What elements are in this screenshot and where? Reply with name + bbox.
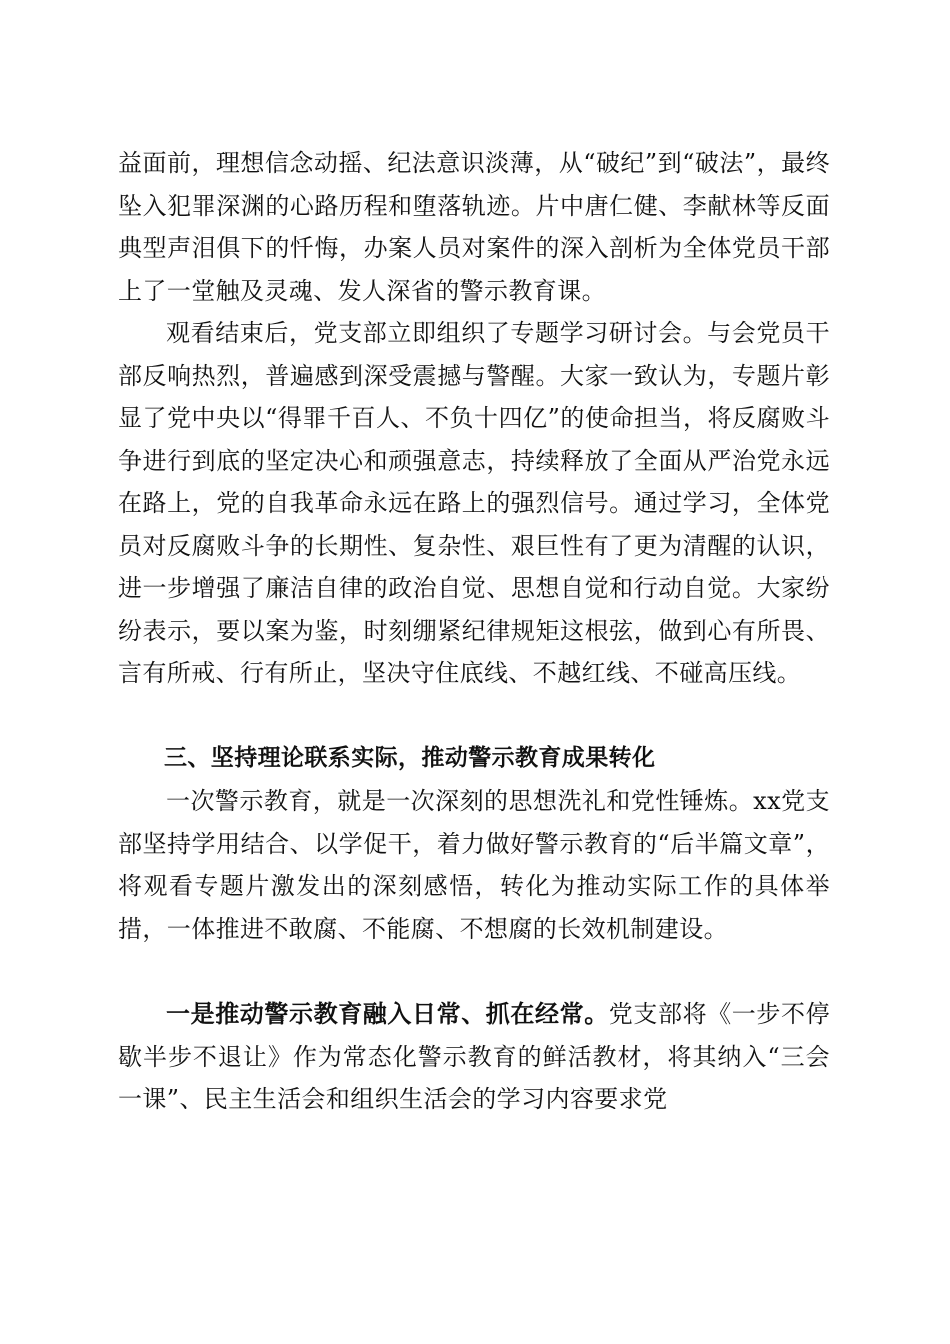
document-body <box>118 142 830 1121</box>
paragraph-transformation: 一次警示教育，就是一次深刻的思想洗礼和党性锤炼。xx党支部坚持学用结合、以学促干，着力做好警示教育的“后半篇文章”，将观看专题片激发出的深刻感悟，转化为推动实际工作的具体举措，一体推进不敢腐、不能腐、不想腐的长效机制建设。 <box>118 787 830 943</box>
paragraph-discussion: 观看结束后，党支部立即组织了专题学习研讨会。与会党员干部反响热烈，普遍感到深受震撼与警醒。大家一致认为，专题片彰显了党中央以“得罪千百人、不负十四亿”的使命担当，将反腐败斗争进行到底的坚定决心和顽强意志，持续释放了全面从严治党永远在路上，党的自我革命永远在路上的强烈信号。通过学习，全体党员对反腐败斗争的长期性、复杂性、艰巨性有了更为清醒的认识，进一步增强了廉洁自律的政治自觉、思想自觉和行动自觉。大家纷纷表示，要以案为鉴，时刻绷紧纪律规矩这根弦，做到心有所畏、言有所戒、行有所止，坚决守住底线、不越红线、不碰高压线。 <box>118 319 830 687</box>
point-one-body: 党支部将《一步不停歇半步不退让》作为常态化警示教育的鲜活教材，将其纳入“三会一课”、民主生活会和组织生活会的学习内容要求党 <box>118 1000 830 1113</box>
section-heading-three: 三、坚持理论联系实际，推动警示教育成果转化 <box>164 745 656 771</box>
paragraph-point-one <box>118 993 830 1121</box>
paragraph-continuation: 益面前，理想信念动摇、纪法意识淡薄，从“破纪”到“破法”，最终坠入犯罪深渊的心路历程和堕落轨迹。片中唐仁健、李献林等反面典型声泪俱下的忏悔，办案人员对案件的深入剖析为全体党员干部上了一堂触及灵魂、发人深省的警示教育课。 <box>118 149 830 305</box>
point-one-lead: 一是推动警示教育融入日常、抓在经常。 <box>166 999 609 1028</box>
